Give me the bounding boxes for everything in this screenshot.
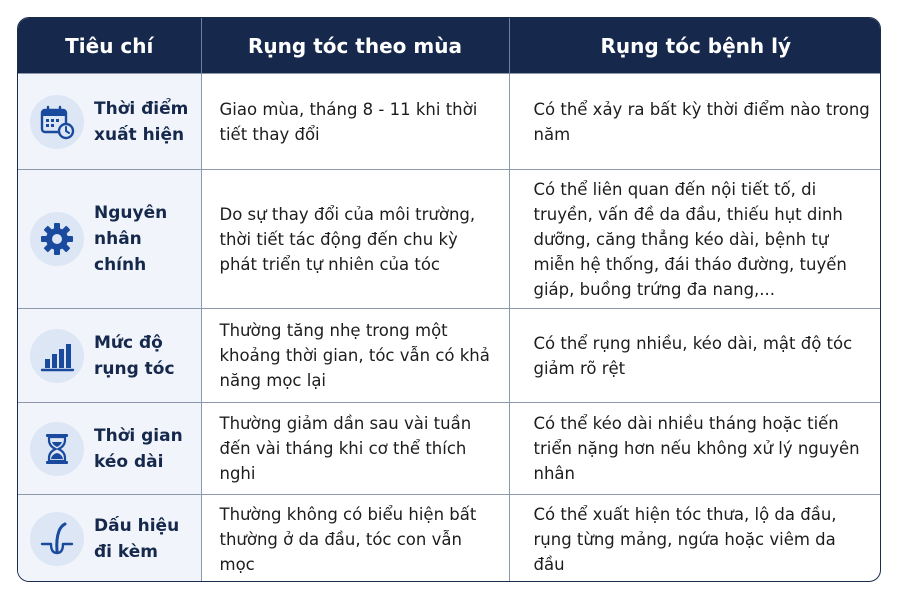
- table-row: [18, 170, 881, 309]
- criteria-label: Thời điểm xuất hiện: [94, 98, 189, 145]
- criteria-label: Nguyên nhân chính: [94, 203, 168, 275]
- header-criteria: Tiêu chí: [18, 18, 201, 74]
- comparison-table: [17, 17, 881, 582]
- seasonal-cell: Thường không có biểu hiện bất thường ở da đầu, tóc con vẫn mọc: [201, 495, 509, 583]
- table-row: [18, 309, 881, 403]
- table-row: [18, 495, 881, 583]
- gear-icon: [30, 212, 84, 266]
- pathological-cell: Có thể liên quan đến nội tiết tố, di truyền, vấn đề da đầu, thiếu hụt dinh dưỡng, căng thẳng kéo dài, bệnh tự miễn hệ thống, đái tháo đường, tuyến giáp, buồng trứng đa nang,...: [509, 170, 881, 309]
- calendar-clock-icon: [30, 95, 84, 149]
- pathological-cell: Có thể kéo dài nhiều tháng hoặc tiến triển nặng hơn nếu không xử lý nguyên nhân: [509, 403, 881, 495]
- criteria-label: Thời gian kéo dài: [94, 425, 183, 472]
- header-pathological: Rụng tóc bệnh lý: [509, 18, 881, 74]
- seasonal-cell: Giao mùa, tháng 8 - 11 khi thời tiết thay đổi: [201, 74, 509, 170]
- criteria-cell: [18, 309, 201, 403]
- criteria-label: Dấu hiệu đi kèm: [94, 516, 180, 563]
- hourglass-icon: [30, 422, 84, 476]
- table-row: [18, 403, 881, 495]
- comparison-table-grid: [18, 18, 881, 582]
- criteria-cell: [18, 74, 201, 170]
- pathological-cell: Có thể xuất hiện tóc thưa, lộ da đầu, rụng từng mảng, ngứa hoặc viêm da đầu: [509, 495, 881, 583]
- seasonal-cell: Thường tăng nhẹ trong một khoảng thời gian, tóc vẫn có khả năng mọc lại: [201, 309, 509, 403]
- criteria-cell: [18, 403, 201, 495]
- hair-follicle-icon: [30, 512, 84, 566]
- table-header-row: [18, 18, 881, 74]
- bar-chart-icon: [30, 329, 84, 383]
- seasonal-cell: Thường giảm dần sau vài tuần đến vài tháng khi cơ thể thích nghi: [201, 403, 509, 495]
- criteria-cell: [18, 495, 201, 583]
- criteria-label: Mức độ rụng tóc: [94, 332, 175, 379]
- header-seasonal: Rụng tóc theo mùa: [201, 18, 509, 74]
- seasonal-cell: Do sự thay đổi của môi trường, thời tiết tác động đến chu kỳ phát triển tự nhiên của tóc: [201, 170, 509, 309]
- table-row: [18, 74, 881, 170]
- criteria-cell: [18, 170, 201, 309]
- pathological-cell: Có thể rụng nhiều, kéo dài, mật độ tóc giảm rõ rệt: [509, 309, 881, 403]
- pathological-cell: Có thể xảy ra bất kỳ thời điểm nào trong năm: [509, 74, 881, 170]
